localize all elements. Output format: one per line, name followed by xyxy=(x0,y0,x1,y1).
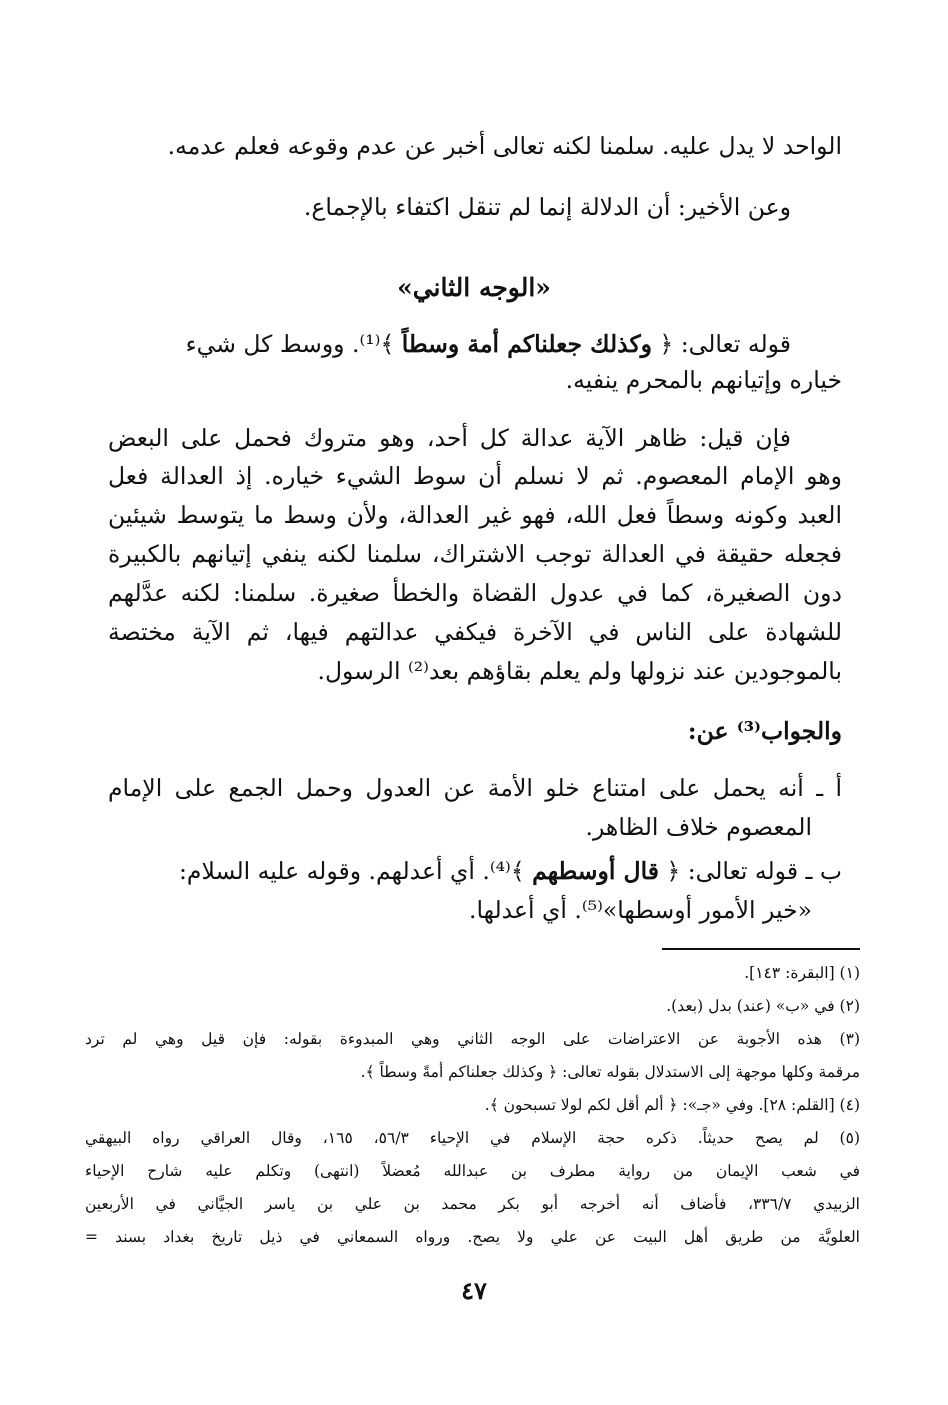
answer-b-suffix: ﴾⁽⁴⁾. أي أعدلهم. وقوله عليه السلام: xyxy=(179,857,533,885)
footnote-4: (٤) [القلم: ٢٨]. وفي «جـ»: ﴿ ألم أقل لكم لولا تسبحون ﴾. xyxy=(484,1096,860,1114)
footnote-3-line-1: (٣) هذه الأجوبة عن الاعتراضات على الوجه الثاني وهي المبدوءة بقوله: فإن قيل وهي لم ترد xyxy=(85,1030,860,1048)
section-heading: «الوجه الثاني» xyxy=(397,273,551,302)
answer-b-line-2: «خير الأمور أوسطها»⁽⁵⁾. أي أعدلها. xyxy=(469,896,812,924)
answer-a-line-2: المعصوم خلاف الظاهر. xyxy=(585,813,812,841)
answer-b-line-1 xyxy=(179,853,842,889)
footnote-1: (١) [البقرة: ١٤٣]. xyxy=(744,964,860,982)
verse-para-line-2: خياره وإتيانهم بالمحرم ينفيه. xyxy=(565,366,842,394)
intro-line-1: الواحد لا يدل عليه. سلمنا لكنه تعالى أخبر عن عدم وقوعه فعلم عدمه. xyxy=(167,132,842,160)
verse-para-line-1 xyxy=(186,326,791,362)
footnote-5-line-2: في شعب الإيمان من رواية مطرف بن عبدالله مُعضلاً (انتهى) وتكلم عليه شارح الإحياء xyxy=(85,1162,860,1180)
objection-line-6: للشهادة على الناس في الآخرة فيكفي عدالتهم فيها، ثم الآية مختصة xyxy=(108,618,842,646)
footnote-5-line-1: (٥) لم يصح حديثاً. ذكره حجة الإسلام في الإحياء ٥٦/٣، ١٦٥، وقال العراقي رواه البيهقي xyxy=(85,1129,860,1147)
footnote-5-line-4: العلويَّة من طريق أهل البيت عن علي ولا يصح. ورواه السمعاني في ذيل تاريخ بغداد بسند = xyxy=(85,1228,860,1246)
footnote-3-line-2: مرقمة وكلها موجهة إلى الاستدلال بقوله تعالى: ﴿ وكذلك جعلناكم أمةً وسطاً ﴾. xyxy=(360,1063,860,1081)
objection-line-3: العبد وكونه وسطاً فعل الله، فهو غير العدالة، ولأن وسط ما يتوسط شيئين xyxy=(108,501,842,529)
verse-para-suffix: ﴾⁽¹⁾. ووسط كل شيء xyxy=(185,330,402,358)
footnote-2: (٢) في «ب» (عند) بدل (بعد). xyxy=(666,997,860,1015)
objection-line-5: دون الصغيرة، كما في عدول القضاة والخطأ صغيرة. سلمنا: لكنه عدَّلهم xyxy=(108,579,842,607)
answer-b-prefix: ب ـ قوله تعالى: ﴿ xyxy=(659,857,842,885)
answer-heading: والجواب⁽³⁾ عن: xyxy=(687,717,842,745)
page-number: ٤٧ xyxy=(461,1276,487,1305)
quran-verse-text: وكذلك جعلناكم أمة وسطاً xyxy=(401,330,652,358)
answer-a-line-1: أ ـ أنه يحمل على امتناع خلو الأمة عن العدول وحمل الجمع على الإمام xyxy=(108,774,842,802)
footnote-5-line-3: الزبيدي ٣٣٦/٧، فأضاف أنه أخرجه أبو بكر محمد بن علي بن ياسر الجيَّاني في الأربعين xyxy=(85,1195,860,1213)
verse-para-prefix: قوله تعالى: ﴿ xyxy=(651,330,791,358)
objection-line-1: فإن قيل: ظاهر الآية عدالة كل أحد، وهو متروك فحمل على البعض xyxy=(108,424,791,452)
quran-verse-text-b: قال أوسطهم xyxy=(532,857,660,885)
footnote-separator xyxy=(662,948,860,950)
objection-line-4: فجعله حقيقة في العدالة توجب الاشتراك، سلمنا لكنه ينفي إتيانهم بالكبيرة xyxy=(108,540,842,568)
objection-line-2: وهو الإمام المعصوم. ثم لا نسلم أن سوط الشيء خياره. إذ العدالة فعل xyxy=(108,462,842,490)
intro-line-2: وعن الأخير: أن الدلالة إنما لم تنقل اكتفاء بالإجماع. xyxy=(303,193,791,221)
objection-line-7: بالموجودين عند نزولها ولم يعلم بقاؤهم بعد⁽²⁾ الرسول. xyxy=(317,657,842,685)
